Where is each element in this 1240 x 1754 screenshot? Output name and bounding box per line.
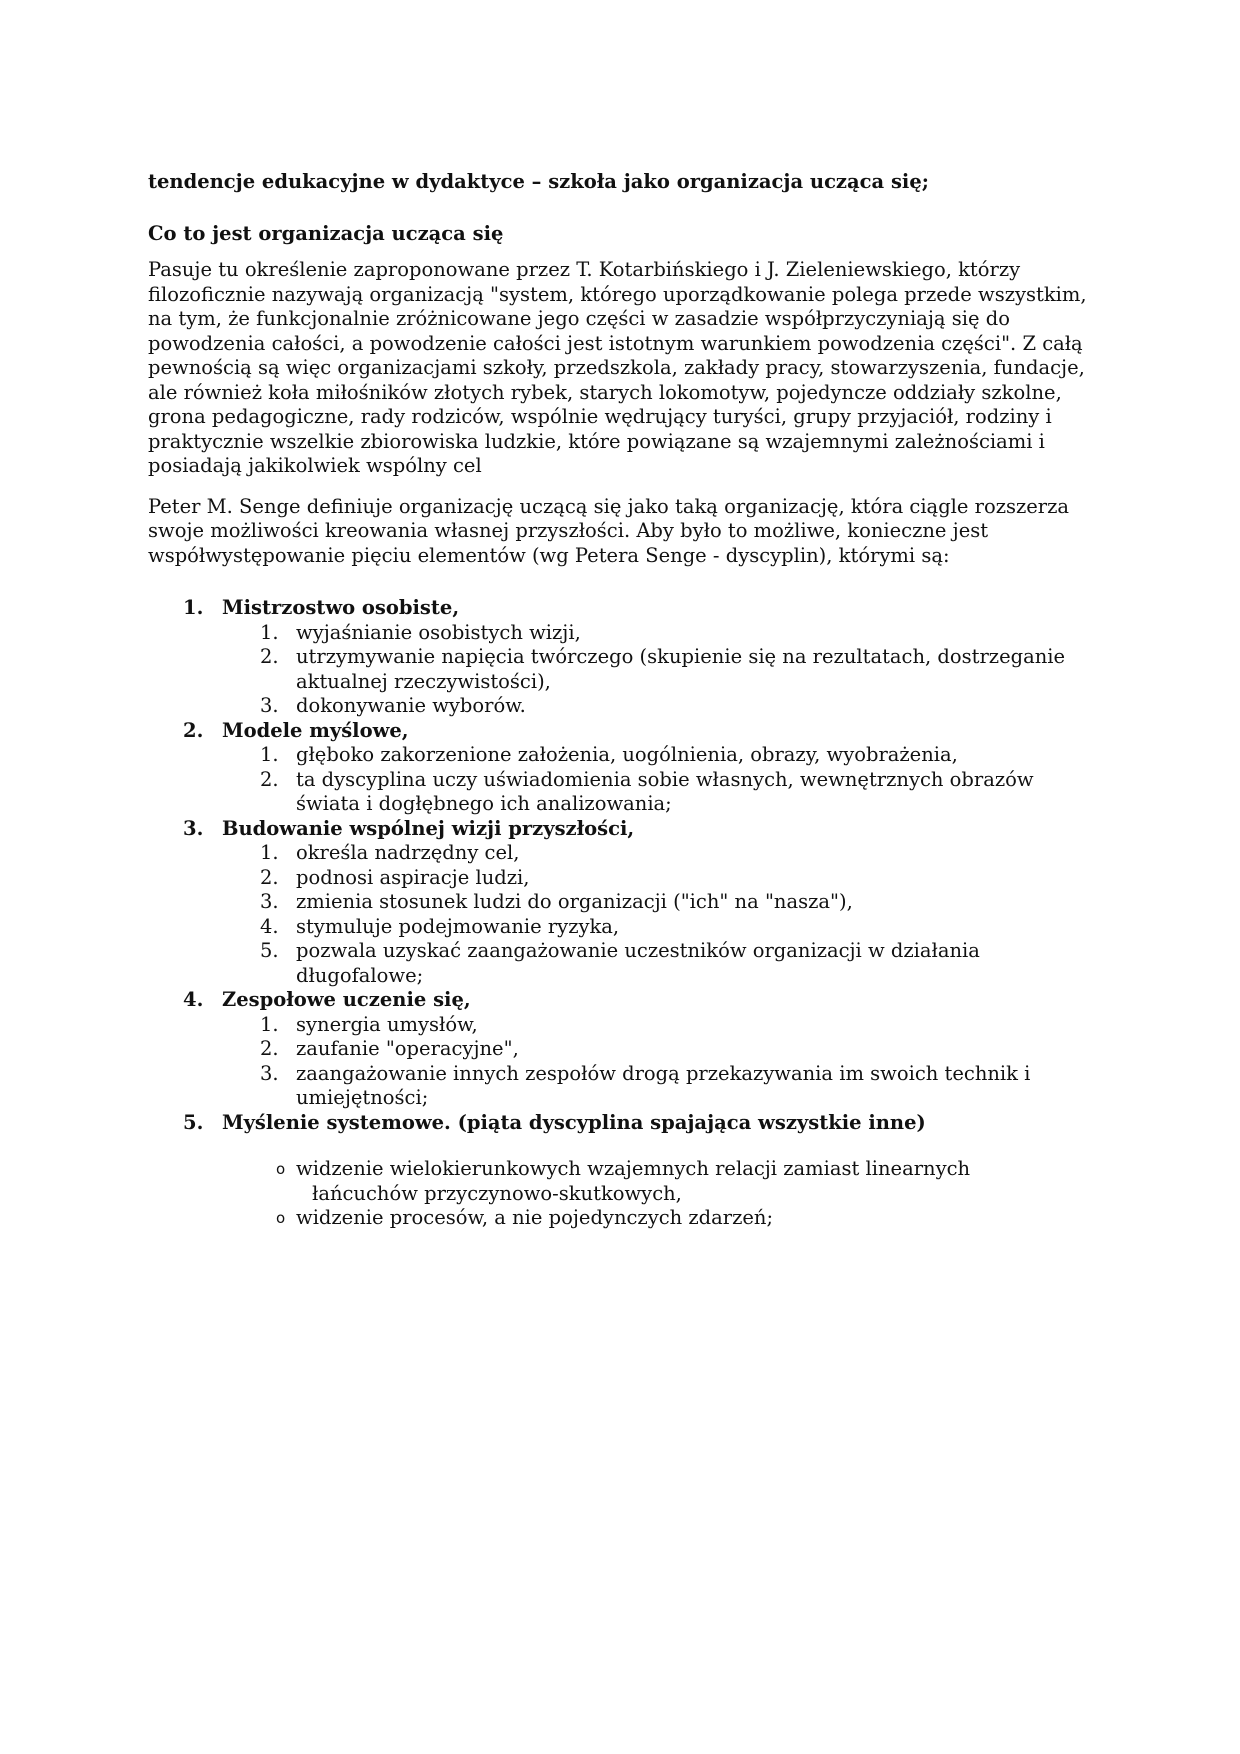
sub-text: pozwala uzyskać zaangażowanie uczestników organizacji w działania długofalowe; [296,939,980,987]
discipline-heading: Myślenie systemowe. (piąta dyscyplina spajająca wszystkie inne) [222,1110,926,1134]
document-page [148,170,1088,1231]
sub-item [222,768,1088,817]
discipline-item [148,596,1088,719]
discipline-number: 2. [183,718,204,742]
bullet-circle-icon: o [276,1160,286,1178]
bullet-text [296,1206,1088,1231]
sub-number: 3. [260,1061,279,1085]
discipline-heading: Zespołowe uczenie się, [222,988,471,1011]
sub-list [222,1013,1088,1111]
bullet-text [296,1157,1088,1206]
sub-item [222,890,1088,915]
sub-number: 2. [260,767,279,791]
bullet-circle-icon: o [276,1209,286,1227]
sub-item [222,1013,1088,1038]
sub-number: 1. [260,841,279,864]
sub-number: 2. [260,865,279,889]
sub-text: stymuluje podejmowanie ryzyka, [296,914,620,938]
sub-number: 3. [260,890,279,913]
sub-number: 3. [260,694,279,717]
discipline-number: 1. [183,596,204,619]
sub-text: ta dyscyplina uczy uświadomienia sobie własnych, wewnętrznych obrazów świata i dogłębnego ich analizowania; [296,767,1034,815]
sub-list [222,841,1088,988]
sub-text: podnosi aspiracje ludzi, [296,865,530,889]
sub-text: utrzymywanie napięcia twórczego (skupienie się na rezultatach, dostrzeganie aktualnej rzeczywistości), [296,645,1066,693]
sub-number: 1. [260,620,279,644]
sub-item [222,1037,1088,1062]
sub-item [222,841,1088,866]
sub-text: synergia umysłów, [296,1012,478,1036]
sub-text: zmienia stosunek ludzi do organizacji ("ich" na "nasza"), [296,890,853,913]
sub-item [222,743,1088,768]
sub-number: 1. [260,743,279,766]
paragraph-definition: Pasuje tu określenie zaproponowane przez T. Kotarbińskiego i J. Zieleniewskiego, którzy filozoficznie nazywają organizacją "system, którego uporządkowanie polega przede wszystkim, na tym, że funkcjonalnie zróżnicowane jego części w zasadzie współprzyczyniają się do powodzenia całości, a powodzenie całości jest istotnym warunkiem powodzenia części". Z całą pewnością są więc organizacjami szkoły, przedszkola, zakłady pracy, stowarzyszenia, fundacje, ale również koła miłośników złotych rybek, starych lokomotyw, pojedyncze oddziały szkolne, grona pedagogiczne, rady rodziców, wspólnie wędrujący turyści, grupy przyjaciół, rodziny i praktycznie wszelkie zbiorowiska ludzkie, które powiązane są wzajemnymi zależnościami i posiadają jakikolwiek wspólny cel [148,258,1087,477]
sub-number: 4. [260,914,279,938]
sub-text: określa nadrzędny cel, [296,841,520,864]
sub-text: wyjaśnianie osobistych wizji, [296,620,581,644]
sub-list [222,743,1088,817]
bullet-line: widzenie wielokierunkowych wzajemnych relacji zamiast linearnych [296,1157,971,1180]
paragraph-senge: Peter M. Senge definiuje organizację uczącą się jako taką organizację, która ciągle rozszerza swoje możliwości kreowania własnej przyszłości. Aby było to możliwe, konieczne jest współwystępowanie pięciu elementów (wg Petera Senge - dyscyplin), którymi są: [148,494,1070,567]
sub-item [222,645,1088,694]
sub-item [222,939,1088,988]
discipline-number: 3. [183,816,204,840]
sub-number: 2. [260,1037,279,1060]
disciplines-list [148,596,1088,1135]
discipline-number: 4. [183,988,204,1011]
document-title: tendencje edukacyjne w dydaktyce – szkoła jako organizacja ucząca się; [148,170,929,193]
systems-thinking-bullets [148,1157,1088,1231]
discipline-item [148,719,1088,817]
sub-item [222,866,1088,891]
sub-text: głęboko zakorzenione założenia, uogólnienia, obrazy, wyobrażenia, [296,743,958,766]
sub-item [222,621,1088,646]
discipline-number: 5. [183,1110,204,1134]
sub-item [222,915,1088,940]
discipline-heading: Modele myślowe, [222,718,409,742]
sub-item [222,694,1088,719]
discipline-item [148,817,1088,989]
discipline-item [148,988,1088,1111]
sub-number: 1. [260,1012,279,1036]
bullet-item [148,1157,1088,1206]
sub-number: 2. [260,645,279,668]
bullet-line-continued: łańcuchów przyczynowo-skutkowych, [312,1181,682,1205]
discipline-item [148,1111,1088,1136]
discipline-heading: Budowanie wspólnej wizji przyszłości, [222,816,635,840]
sub-text: zaangażowanie innych zespołów drogą przekazywania im swoich technik i umiejętności; [296,1061,1031,1109]
sub-item [222,1062,1088,1111]
sub-text: dokonywanie wyborów. [296,694,526,717]
discipline-heading: Mistrzostwo osobiste, [222,596,460,619]
bullet-line: widzenie procesów, a nie pojedynczych zdarzeń; [296,1206,774,1229]
sub-text: zaufanie "operacyjne", [296,1037,519,1060]
sub-list [222,621,1088,719]
section-heading: Co to jest organizacja ucząca się [148,221,504,245]
sub-number: 5. [260,939,279,962]
bullet-item [148,1206,1088,1231]
